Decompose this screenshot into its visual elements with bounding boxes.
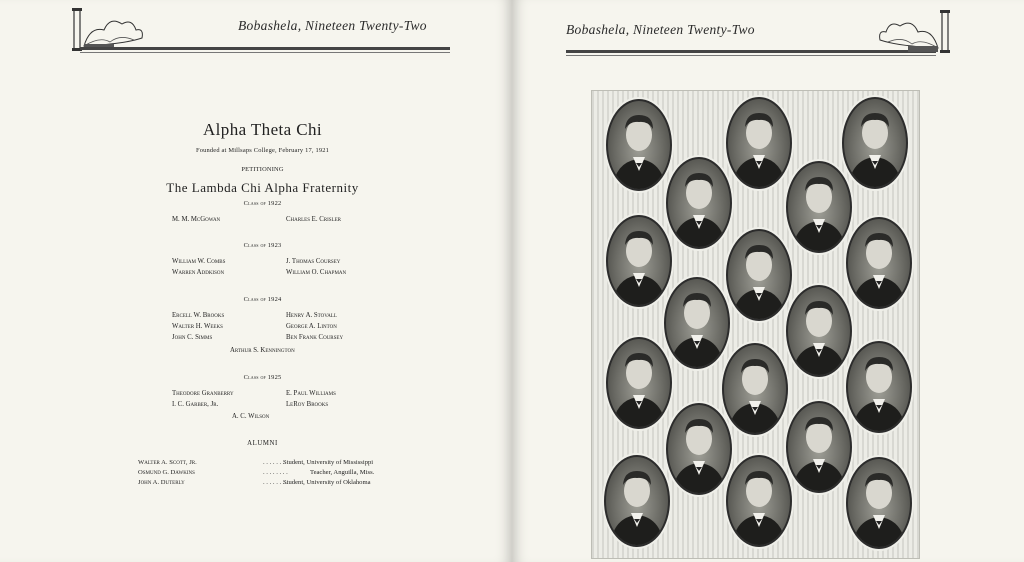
portrait-photo xyxy=(606,215,672,307)
columns-clouds-ornament-icon xyxy=(872,6,952,60)
class-column-right xyxy=(286,388,336,410)
member-name: Arthur S. Kennington xyxy=(230,347,295,354)
person-silhouette-icon xyxy=(788,403,850,491)
person-silhouette-icon xyxy=(844,99,906,187)
class-column-right xyxy=(286,310,343,343)
member-name: Charles E. Crisler xyxy=(286,216,341,223)
person-silhouette-icon xyxy=(606,457,668,545)
class-heading: Class of 1922 xyxy=(243,200,282,207)
person-silhouette-icon xyxy=(728,99,790,187)
person-silhouette-icon xyxy=(608,217,670,305)
person-silhouette-icon xyxy=(848,343,910,431)
portrait-photo xyxy=(846,341,912,433)
member-name: Walter H. Weeks xyxy=(172,323,223,330)
person-silhouette-icon xyxy=(608,101,670,189)
class-column-right xyxy=(286,214,341,225)
person-silhouette-icon xyxy=(666,279,728,367)
portrait-photo xyxy=(722,343,788,435)
person-silhouette-icon xyxy=(848,459,910,547)
class-column-left xyxy=(172,256,225,278)
portrait-photo xyxy=(664,277,730,369)
member-name: E. Paul Williams xyxy=(286,390,336,397)
member-name: Warren Addkison xyxy=(172,269,225,276)
alumni-name: John A. Duterly xyxy=(138,479,185,486)
header-rule-left xyxy=(80,47,450,50)
member-name: LeRoy Brooks xyxy=(286,401,329,408)
portrait-photo xyxy=(666,157,732,249)
header-rule-left-thin xyxy=(80,52,450,53)
alumni-leader: . . . . . . . . xyxy=(263,479,288,486)
class-heading: Class of 1924 xyxy=(243,296,282,303)
alumni-entry xyxy=(138,478,374,488)
portrait-photo xyxy=(606,99,672,191)
portrait-photo xyxy=(846,217,912,309)
member-name: A. C. Wilson xyxy=(232,413,270,420)
member-name: Ercell W. Brooks xyxy=(172,312,225,319)
member-name: Theodore Granberry xyxy=(172,390,234,397)
alumni-name: Walter A. Scott, Jr. xyxy=(138,459,197,466)
portrait-photo xyxy=(604,455,670,547)
class-column-center xyxy=(232,411,269,422)
portrait-photo xyxy=(726,455,792,547)
person-silhouette-icon xyxy=(728,457,790,545)
alumni-note: Teacher, Anguilla, Miss. xyxy=(310,469,375,476)
class-column-right xyxy=(286,256,346,278)
alumni-list xyxy=(138,458,374,488)
member-name: John C. Simms xyxy=(172,334,213,341)
portrait-photo xyxy=(786,285,852,377)
founded-line: Founded at Millsaps College, February 17, 1921 xyxy=(195,147,330,154)
portrait-photo xyxy=(726,229,792,321)
petitioning-label: PETITIONING xyxy=(241,166,284,173)
member-name: M. M. McGowan xyxy=(172,216,221,223)
person-silhouette-icon xyxy=(848,219,910,307)
member-name: J. Thomas Coursey xyxy=(286,258,341,265)
alumni-leader: . . . . . . . xyxy=(263,459,285,466)
portrait-photo xyxy=(666,403,732,495)
member-name: Henry A. Stovall xyxy=(286,312,337,319)
class-heading: Class of 1923 xyxy=(243,242,282,249)
person-silhouette-icon xyxy=(668,159,730,247)
alumni-name: Osmund G. Dawkins xyxy=(138,469,195,476)
member-name: William W. Combs xyxy=(172,258,226,265)
member-name: Ben Frank Coursey xyxy=(286,334,344,341)
page-title: Alpha Theta Chi xyxy=(203,120,322,139)
petition-target: The Lambda Chi Alpha Fraternity xyxy=(166,180,359,195)
member-name: George A. Linton xyxy=(286,323,337,330)
portrait-composite xyxy=(591,90,920,559)
portrait-photo xyxy=(726,97,792,189)
class-column-left xyxy=(172,310,224,343)
portrait-photo xyxy=(842,97,908,189)
alumni-heading: ALUMNI xyxy=(247,440,278,447)
class-column-left xyxy=(172,388,234,410)
person-silhouette-icon xyxy=(724,345,786,433)
class-heading: Class of 1925 xyxy=(243,374,282,381)
person-silhouette-icon xyxy=(788,287,850,375)
alumni-leader: . . . . . . . . xyxy=(263,469,288,476)
alumni-note: Student, University of Mississippi xyxy=(283,459,374,466)
person-silhouette-icon xyxy=(728,231,790,319)
portrait-photo xyxy=(786,161,852,253)
portrait-photo xyxy=(786,401,852,493)
alumni-entry xyxy=(138,458,374,468)
portrait-photo xyxy=(846,457,912,549)
portrait-photo xyxy=(606,337,672,429)
person-silhouette-icon xyxy=(608,339,670,427)
member-name: William O. Chapman xyxy=(286,269,347,276)
class-column-center xyxy=(230,345,295,356)
member-name: I. C. Garber, Jr. xyxy=(172,401,219,408)
running-head-right: Bobashela, Nineteen Twenty-Two xyxy=(566,22,755,37)
running-head-left: Bobashela, Nineteen Twenty-Two xyxy=(238,18,427,33)
alumni-note: Student, University of Oklahoma xyxy=(283,479,371,486)
person-silhouette-icon xyxy=(788,163,850,251)
alumni-entry xyxy=(138,468,374,478)
class-column-left xyxy=(172,214,220,225)
person-silhouette-icon xyxy=(668,405,730,493)
